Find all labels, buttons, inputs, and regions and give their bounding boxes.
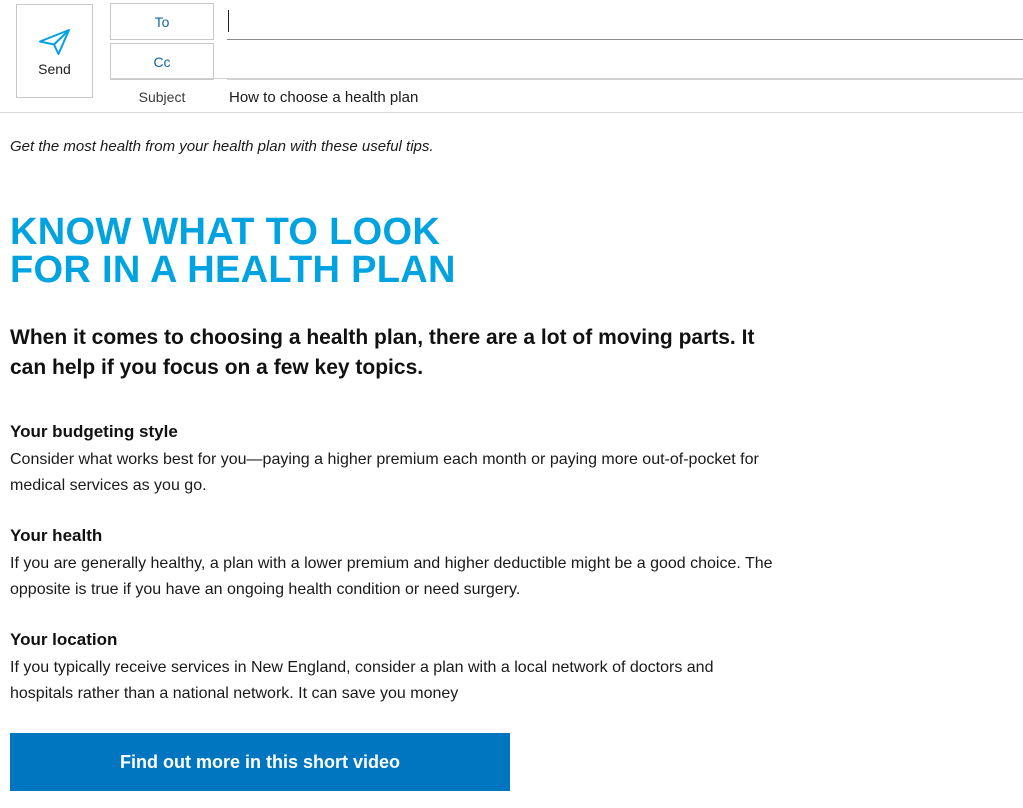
send-button[interactable] bbox=[16, 4, 93, 98]
send-paper-plane-icon bbox=[38, 25, 72, 59]
page-title bbox=[10, 213, 1013, 289]
to-recipients-button[interactable]: To bbox=[110, 3, 214, 40]
compose-header bbox=[0, 0, 1023, 113]
intro-paragraph: When it comes to choosing a health plan, there are a lot of moving parts. It can help if you focus on a few key topics. bbox=[10, 326, 755, 379]
text-cursor bbox=[228, 10, 229, 32]
to-field-row bbox=[110, 3, 1023, 40]
section-body-health: If you are generally healthy, a plan with a lower premium and higher deductible might be a good choice. The opposite is true if you have an ongoing health condition or need surgery. bbox=[10, 555, 773, 598]
to-input[interactable] bbox=[227, 3, 1023, 40]
headline-line-1: KNOW WHAT TO LOOK bbox=[10, 211, 441, 253]
find-out-more-cta-button[interactable]: Find out more in this short video bbox=[10, 733, 510, 791]
section-body-location: If you typically receive services in New England, consider a plan with a local network of doctors and hospitals rather than a national network. It can save you money bbox=[10, 659, 714, 702]
headline-line-2: FOR IN A HEALTH PLAN bbox=[10, 249, 456, 291]
preheader-text: Get the most health from your health plan with these useful tips. bbox=[10, 138, 434, 155]
subject-label: Subject bbox=[138, 89, 186, 105]
send-button-label: Send bbox=[38, 61, 71, 77]
cc-input[interactable] bbox=[227, 43, 1023, 80]
subject-divider bbox=[110, 78, 1023, 79]
section-body-budgeting: Consider what works best for you—paying a higher premium each month or paying more out-of-pocket for medical services as you go. bbox=[10, 451, 759, 494]
subject-field-row bbox=[110, 82, 1023, 112]
email-body[interactable] bbox=[0, 113, 1023, 808]
section-title-health: Your health bbox=[10, 526, 103, 545]
email-content bbox=[0, 113, 1023, 791]
section-title-budgeting: Your budgeting style bbox=[10, 422, 178, 441]
cc-recipients-button[interactable]: Cc bbox=[110, 43, 214, 80]
cc-field-row bbox=[110, 43, 1023, 80]
section-title-location: Your location bbox=[10, 630, 118, 649]
subject-input[interactable] bbox=[227, 82, 1023, 112]
